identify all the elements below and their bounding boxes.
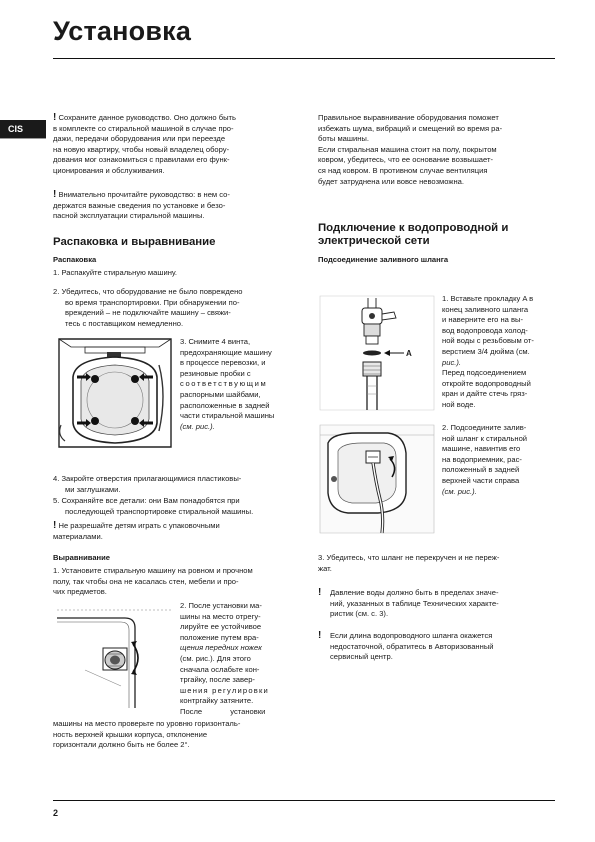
hose-step-3: 3. Убедитесь, что шланг не перекручен и не переж- жат.: [318, 553, 500, 573]
warning-hose-length: ! Если длина водопроводного шланга окажется недостаточной, обратитесь в Авторизованный сервисный центр.: [318, 630, 494, 662]
notice-keep-manual-text: ! Сохраните данное руководство. Оно должно быть в комплекте со стиральной машиной в случае про- дажи, передачи оборудования или при переезде на новую квартиру, чтобы новый владелец обору- дования мог ознакомиться с правилами его функ- ционирования и обслуживания.: [53, 112, 236, 175]
level-step-1: 1. Установите стиральную машину на ровном и прочном полу, так чтобы она не касалась стен, мебели и про- чих предметов.: [53, 566, 253, 597]
notice-keep-manual: [53, 113, 293, 177]
hose-step-2: 2. Подсоедините залив- ной шланг к стиральной машине, навинтив его на водоприемник, рас- положенный в задней верхней части справа (см. рис.).: [442, 423, 528, 496]
language-tab: CIS: [0, 120, 46, 138]
hose-subtitle: Подсоединение заливного шланга: [318, 255, 449, 264]
hose-step-1: 1. Вставьте прокладку A в конец заливного шланга и наверните его на вы- вод водопровода холод- ной воды с резьбовым от- верстием 3/4 дюйма (см. рис.). Перед подсоединением откройте водопроводный кран и дайте стечь гряз- ной воде.: [442, 294, 534, 409]
warning-water-pressure: ! Давление воды должно быть в пределах значе- ний, указанных в таблице Технических характе- ристик (см. с. 3).: [318, 587, 499, 619]
unpack-step-4: 4. Закройте отверстия прилагающимися пластиковы- ми заглушками.: [53, 474, 242, 494]
unpack-step-3: 3. Снимите 4 винта, предохраняющие машину в процессе перевозки, и резиновые пробки с соответствующим распорными шайбами, расположенные в задней части стиральной машины (см. рис.).: [180, 337, 275, 431]
warning-icon: !: [53, 189, 57, 200]
unpack-step-2: 2. Убедитесь, что оборудование не было повреждено во время транспортировки. При обнаружении по- вреждений – не подключайте машину – свяжи- тесь с поставщиком немедленно.: [53, 287, 243, 328]
section-unpack-level-title: Распаковка и выравнивание: [53, 236, 216, 248]
header-rule: [53, 58, 555, 59]
unpack-step-5: 5. Сохраняйте все детали: они Вам понадобятся при последующей транспортировке стиральной машины.: [53, 496, 254, 516]
level-step-tail: машины на место проверьте по уровню горизонталь- ность верхней крышки корпуса, отклонение горизонтали должно быть не более 2°.: [53, 719, 241, 750]
warning-icon: !: [318, 587, 322, 598]
level-subtitle: Выравнивание: [53, 553, 111, 562]
page-title: Установка: [53, 16, 192, 46]
language-tab-underline: [0, 138, 46, 139]
footer-rule: [53, 800, 555, 801]
unpack-step-1: 1. Распакуйте стиральную машину.: [53, 268, 178, 277]
part-a-label: A: [406, 349, 412, 358]
machine-back-illustration: [55, 335, 175, 453]
warning-icon: !: [53, 520, 57, 531]
notice-read-manual: ! Внимательно прочитайте руководство: в нем со- держатся важные сведения по установке и безо- пасной эксплуатации стиральной машины.: [53, 189, 230, 221]
inlet-connection-illustration: [318, 423, 436, 535]
section-connection-title: Подключение к водопроводной и электрической сети: [318, 222, 509, 247]
warning-children: ! Не разрешайте детям играть с упаковочными материалами.: [53, 520, 220, 541]
warning-icon: !: [53, 112, 57, 123]
level-step-2: 2. После установки ма- шины на место отрегу- лируйте ее устойчивое положение путем вра- щения передних ножек (см. рис.). Для этого сначала ослабьте кон- тргайку, после завер- шения регулировки контргайку затяните. После установки: [180, 601, 269, 716]
leveling-intro: Правильное выравнивание оборудования поможет избежать шума, вибраций и смещений во время ра- боты машины. Если стиральная машина стоит на полу, покрытом ковром, убедитесь, что ее основание возвышает- ся над ковром. В противном случае вентиляция будет затруднена или вовсе невозможна.: [318, 113, 503, 186]
tap-hose-illustration: [318, 294, 436, 412]
foot-adjust-illustration: [55, 600, 175, 712]
page-number: 2: [53, 808, 59, 818]
warning-icon: !: [318, 630, 322, 641]
unpack-subtitle: Распаковка: [53, 255, 97, 264]
